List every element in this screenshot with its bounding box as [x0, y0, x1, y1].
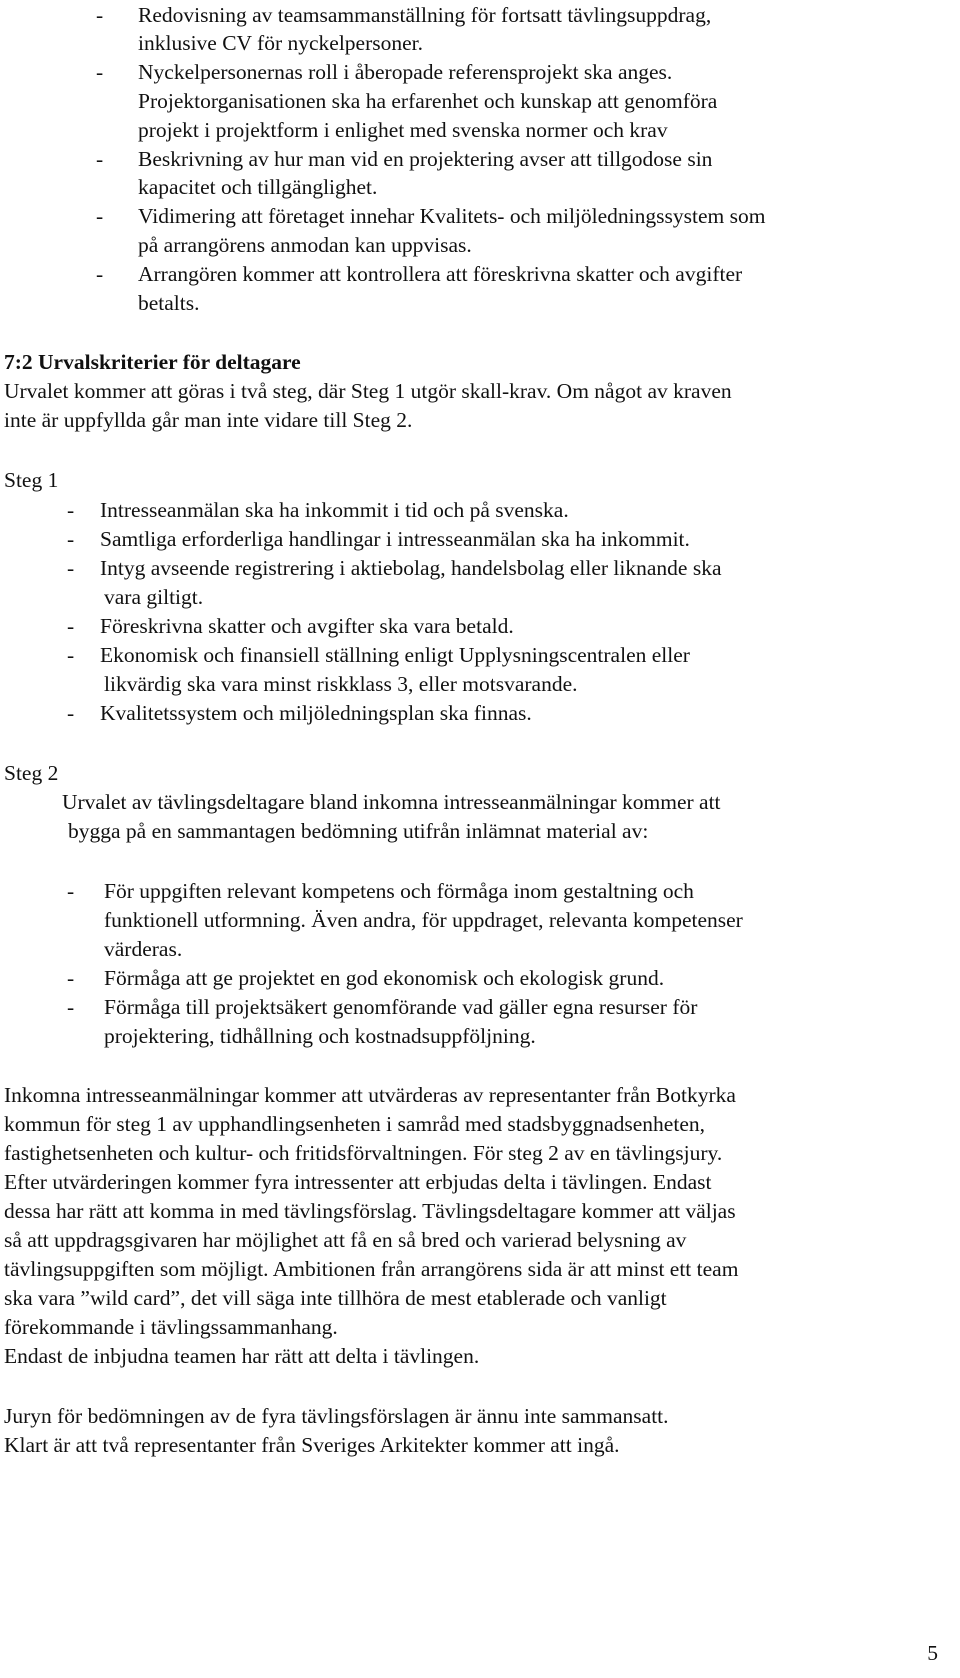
step2-title: Steg 2	[4, 761, 59, 785]
list-item: För uppgiften relevant kompetens och förmåga inom gestaltning och	[104, 879, 694, 903]
bullet-dash: -	[67, 879, 75, 903]
paragraph-line: förekommande i tävlingssammanhang.	[4, 1315, 338, 1339]
paragraph-line: fastighetsenheten och kultur- och fritidsförvaltningen. För steg 2 av en tävlingsjury.	[4, 1141, 723, 1165]
paragraph-line: Projektorganisationen ska ha erfarenhet och kunskap att genomföra	[138, 89, 718, 113]
page-number: 5	[927, 1641, 938, 1665]
paragraph-line: inte är uppfyllda går man inte vidare till Steg 2.	[4, 408, 413, 432]
paragraph-line: Efter utvärderingen kommer fyra intressenter att erbjudas delta i tävlingen. Endast	[4, 1170, 712, 1194]
bullet-dash: -	[96, 204, 104, 228]
bullet-dash: -	[67, 527, 75, 551]
section-heading: 7:2 Urvalskriterier för deltagare	[4, 350, 301, 374]
paragraph-line: bygga på en sammantagen bedömning utifrån inlämnat material av:	[68, 819, 649, 843]
list-item: på arrangörens anmodan kan uppvisas.	[138, 233, 472, 257]
bullet-dash: -	[67, 995, 75, 1019]
paragraph-line: ska vara ”wild card”, det vill säga inte tillhöra de mest etablerade och vanligt	[4, 1286, 667, 1310]
list-item: betalts.	[138, 291, 200, 315]
list-item: Beskrivning av hur man vid en projektering avser att tillgodose sin	[138, 147, 713, 171]
list-item: Intresseanmälan ska ha inkommit i tid och på svenska.	[100, 498, 569, 522]
list-item: Ekonomisk och finansiell ställning enligt Upplysningscentralen eller	[100, 643, 690, 667]
list-item: Intyg avseende registrering i aktiebolag, handelsbolag eller liknande ska	[100, 556, 722, 580]
list-item: inklusive CV för nyckelpersoner.	[138, 31, 424, 55]
step1-title: Steg 1	[4, 468, 59, 492]
list-item: likvärdig ska vara minst riskklass 3, eller motsvarande.	[104, 672, 578, 696]
paragraph-line: Endast de inbjudna teamen har rätt att delta i tävlingen.	[4, 1344, 480, 1368]
list-item: kapacitet och tillgänglighet.	[138, 175, 378, 199]
list-item: Redovisning av teamsammanställning för fortsatt tävlingsuppdrag,	[138, 3, 712, 27]
list-item: Vidimering att företaget innehar Kvalitets- och miljöledningssystem som	[138, 204, 766, 228]
list-item: värderas.	[104, 937, 183, 961]
paragraph-line: Urvalet kommer att göras i två steg, där Steg 1 utgör skall-krav. Om något av kraven	[4, 379, 732, 403]
list-item: vara giltigt.	[104, 585, 204, 609]
list-item: Samtliga erforderliga handlingar i intresseanmälan ska ha inkommit.	[100, 527, 690, 551]
paragraph-line: Urvalet av tävlingsdeltagare bland inkomna intresseanmälningar kommer att	[62, 790, 721, 814]
bullet-dash: -	[96, 262, 104, 286]
paragraph-line: kommun för steg 1 av upphandlingsenheten i samråd med stadsbyggnadsenheten,	[4, 1112, 705, 1136]
list-item: funktionell utformning. Även andra, för uppdraget, relevanta kompetenser	[104, 908, 743, 932]
list-item: projektering, tidhållning och kostnadsuppföljning.	[104, 1024, 536, 1048]
list-item: Förmåga till projektsäkert genomförande vad gäller egna resurser för	[104, 995, 698, 1019]
list-item: Kvalitetssystem och miljöledningsplan ska finnas.	[100, 701, 532, 725]
bullet-dash: -	[96, 3, 104, 27]
paragraph-line: Inkomna intresseanmälningar kommer att utvärderas av representanter från Botkyrka	[4, 1083, 736, 1107]
list-item: Föreskrivna skatter och avgifter ska vara betald.	[100, 614, 514, 638]
paragraph-line: Klart är att två representanter från Sveriges Arkitekter kommer att ingå.	[4, 1433, 620, 1457]
list-item: Arrangören kommer att kontrollera att föreskrivna skatter och avgifter	[138, 262, 743, 286]
paragraph-line: tävlingsuppgiften som möjligt. Ambitionen från arrangörens sida är att minst ett team	[4, 1257, 739, 1281]
bullet-dash: -	[67, 614, 75, 638]
bullet-dash: -	[67, 643, 75, 667]
bullet-dash: -	[96, 147, 104, 171]
bullet-dash: -	[67, 556, 75, 580]
bullet-dash: -	[96, 60, 104, 84]
list-item: Nyckelpersonernas roll i åberopade referensprojekt ska anges.	[138, 60, 673, 84]
paragraph-line: projekt i projektform i enlighet med svenska normer och krav	[138, 118, 668, 142]
list-item: Förmåga att ge projektet en god ekonomisk och ekologisk grund.	[104, 966, 665, 990]
paragraph-line: så att uppdragsgivaren har möjlighet att få en så bred och varierad belysning av	[4, 1228, 687, 1252]
bullet-dash: -	[67, 966, 75, 990]
bullet-dash: -	[67, 498, 75, 522]
bullet-dash: -	[67, 701, 75, 725]
paragraph-line: Juryn för bedömningen av de fyra tävlingsförslagen är ännu inte sammansatt.	[4, 1404, 669, 1428]
paragraph-line: dessa har rätt att komma in med tävlingsförslag. Tävlingsdeltagare kommer att väljas	[4, 1199, 736, 1223]
